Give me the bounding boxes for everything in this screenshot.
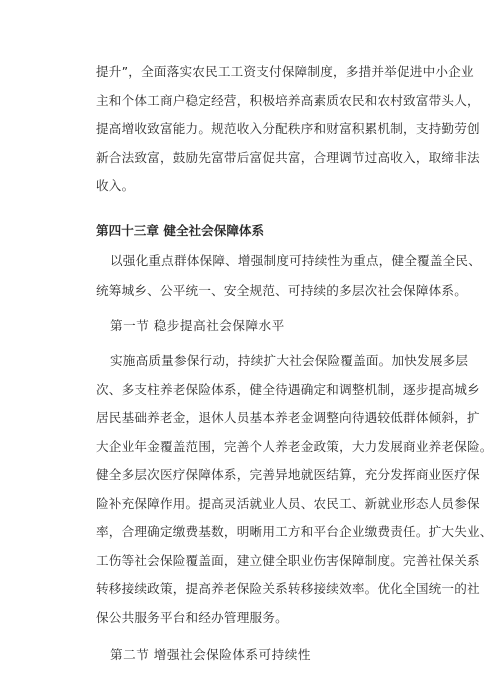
chapter-title: 第四十三章 健全社会保障体系 [96,223,265,238]
paragraph-line: 健全多层次医疗保障体系，完善异地就医结算，充分发挥商业医疗保 [96,467,480,482]
section-title: 第二节 增强社会保险体系可持续性 [110,647,311,662]
paragraph-line: 次、多支柱养老保险体系，健全待遇确定和调整机制，逐步提高城乡 [96,382,480,397]
paragraph-line: 提升”，全面落实农民工工资支付保障制度，多措并举促进中小企业 [96,64,474,79]
paragraph-line: 居民基础养老金，退休人员基本养老金调整向待遇较低群体倾斜，扩 [96,410,480,425]
paragraph-line: 统筹城乡、公平统一、安全规范、可持续的多层次社会保障体系。 [96,283,468,298]
paragraph-line: 大企业年金覆盖范围，完善个人养老金政策，大力发展商业养老保险。 [96,439,493,454]
paragraph-line: 率，合理确定缴费基数，明晰用工方和平台企业缴费责任。扩大失业、 [96,524,493,539]
paragraph-line: 新合法致富，鼓励先富带后富促共富，合理调节过高收入，取缔非法 [96,150,480,165]
paragraph-line: 以强化重点群体保障、增强制度可持续性为重点，健全覆盖全民、 [110,253,482,268]
paragraph-line: 收入。 [96,178,135,193]
paragraph-line: 险补充保障作用。提高灵活就业人员、农民工、新就业形态人员参保 [96,496,480,511]
paragraph-line: 保公共服务平台和经办管理服务。 [96,610,288,625]
paragraph-line: 转移接续政策，提高养老保险关系转移接续效率。优化全国统一的社 [96,581,480,596]
paragraph-line: 主和个体工商户稳定经营，积极培养高素质农民和农村致富带头人， [96,93,480,108]
section-title: 第一节 稳步提高社会保障水平 [110,318,285,333]
paragraph-line: 实施高质量参保行动，持续扩大社会保险覆盖面。加快发展多层 [110,353,469,368]
paragraph-line: 提高增收致富能力。规范收入分配秩序和财富积累机制，支持勤劳创 [96,121,480,136]
paragraph-line: 工伤等社会保险覆盖面，建立健全职业伤害保障制度。完善社保关系 [96,553,480,568]
